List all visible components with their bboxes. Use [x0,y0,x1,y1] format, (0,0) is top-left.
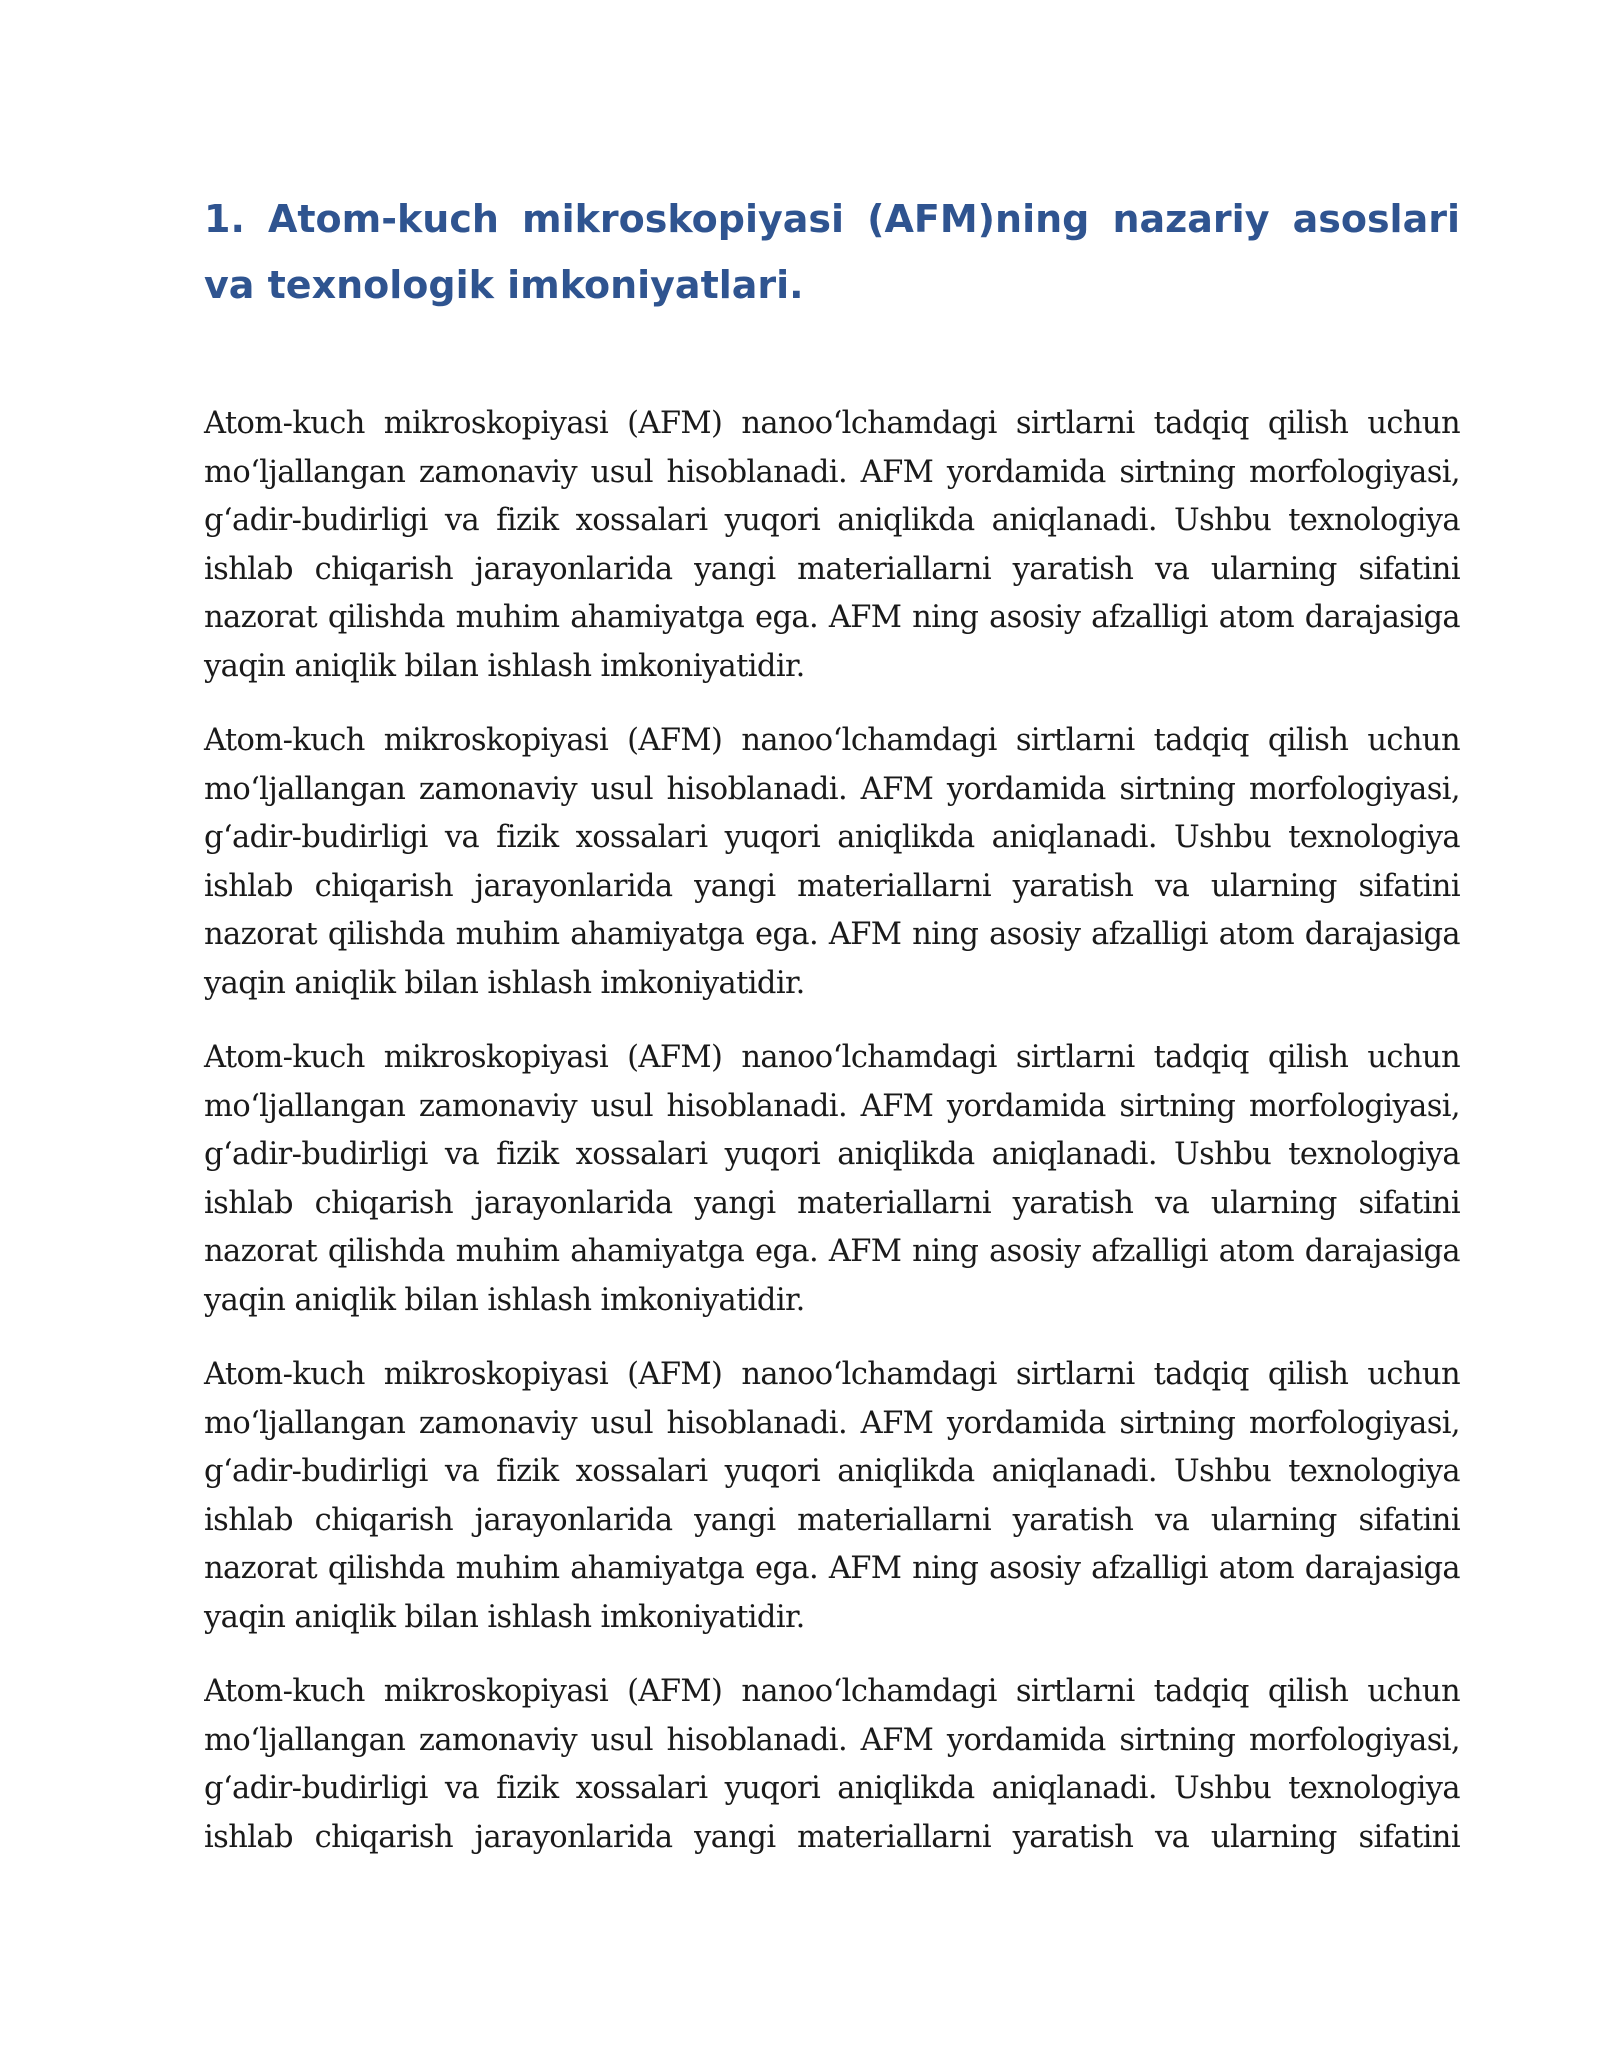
body-paragraph: Atom-kuch mikroskopiyasi (AFM) nanoo‘lchamdagi sirtlarni tadqiq qilish uchun mo‘ljallangan zamonaviy usul hisoblanadi. AFM yordamida sirtning morfologiyasi, g‘adir-budirligi va fizik xossalari yuqori aniqlikda aniqlanadi. Ushbu texnologiya ishlab chiqarish jarayonlarida yangi materiallarni yaratish va ularning sifatini nazorat qilishda muhim ahamiyatga ega. AFM ning asosiy afzalligi atom darajasiga yaqin aniqlik bilan ishlash imkoniyatidir. [204,406,1460,684]
page-content [204,186,1460,1862]
section-heading: 1. Atom-kuch mikroskopiyasi (AFM)ning nazariy asoslari va texnologik imkoniyatlari. [204,197,1460,307]
body-paragraph: Atom-kuch mikroskopiyasi (AFM) nanoo‘lchamdagi sirtlarni tadqiq qilish uchun mo‘ljallangan zamonaviy usul hisoblanadi. AFM yordamida sirtning morfologiyasi, g‘adir-budirligi va fizik xossalari yuqori aniqlikda aniqlanadi. Ushbu texnologiya ishlab chiqarish jarayonlarida yangi materiallarni yaratish va ularning sifatini nazorat qilishda muhim ahamiyatga ega. AFM ning asosiy afzalligi atom darajasiga yaqin aniqlik bilan ishlash imkoniyatidir. [204,1357,1460,1635]
body-paragraph-partial: Atom-kuch mikroskopiyasi (AFM) nanoo‘lchamdagi sirtlarni tadqiq qilish uchun mo‘ljallangan zamonaviy usul hisoblanadi. AFM yordamida sirtning morfologiyasi, g‘adir-budirligi va fizik xossalari yuqori aniqlikda aniqlanadi. Ushbu texnologiya ishlab chiqarish jarayonlarida yangi materiallarni yaratish va ularning sifatini [204,1674,1460,1855]
body-paragraph: Atom-kuch mikroskopiyasi (AFM) nanoo‘lchamdagi sirtlarni tadqiq qilish uchun mo‘ljallangan zamonaviy usul hisoblanadi. AFM yordamida sirtning morfologiyasi, g‘adir-budirligi va fizik xossalari yuqori aniqlikda aniqlanadi. Ushbu texnologiya ishlab chiqarish jarayonlarida yangi materiallarni yaratish va ularning sifatini nazorat qilishda muhim ahamiyatga ega. AFM ning asosiy afzalligi atom darajasiga yaqin aniqlik bilan ishlash imkoniyatidir. [204,723,1460,1001]
body-paragraph: Atom-kuch mikroskopiyasi (AFM) nanoo‘lchamdagi sirtlarni tadqiq qilish uchun mo‘ljallangan zamonaviy usul hisoblanadi. AFM yordamida sirtning morfologiyasi, g‘adir-budirligi va fizik xossalari yuqori aniqlikda aniqlanadi. Ushbu texnologiya ishlab chiqarish jarayonlarida yangi materiallarni yaratish va ularning sifatini nazorat qilishda muhim ahamiyatga ega. AFM ning asosiy afzalligi atom darajasiga yaqin aniqlik bilan ishlash imkoniyatidir. [204,1040,1460,1318]
